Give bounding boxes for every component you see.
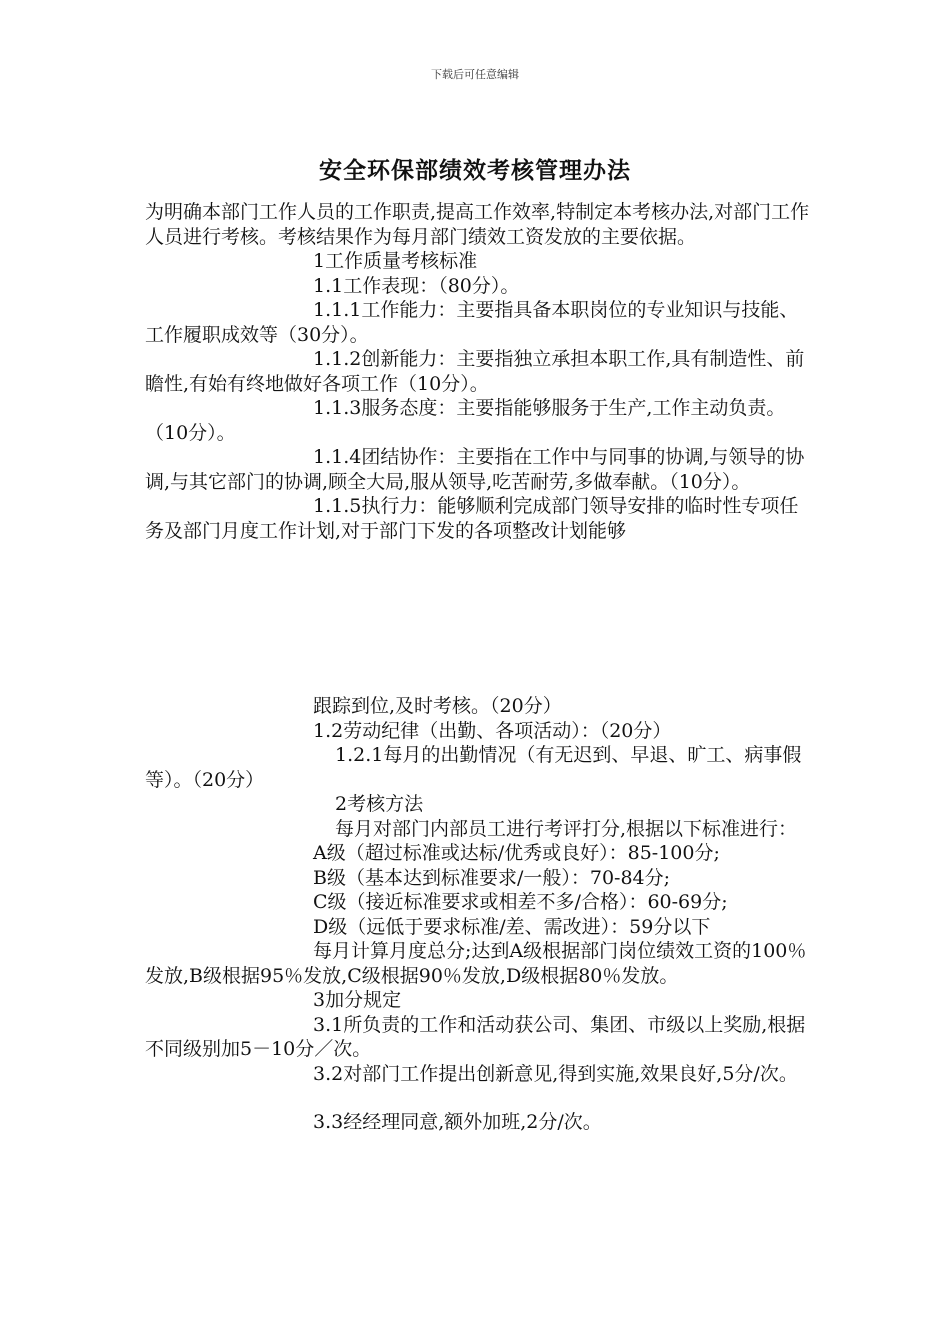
item-1-1-3: 1.1.3服务态度：主要指能够服务于生产,工作主动负责。（10分）。 [145, 397, 786, 444]
header-note: 下载后可任意编辑 [431, 68, 519, 81]
method-intro: 每月对部门内部员工进行考评打分,根据以下标准进行： [335, 817, 798, 840]
document-body-part-2 [145, 694, 810, 1135]
item-1-1-5-continued: 跟踪到位,及时考核。（20分） [313, 695, 562, 717]
document-title: 安全环保部绩效考核管理办法 [319, 158, 631, 184]
item-1-1-4: 1.1.4团结协作：主要指在工作中与同事的协调,与领导的协调,与其它部门的协调,顾全大局,服从领导,吃苦耐劳,多做奉献。（10分）。 [145, 446, 805, 493]
section-heading-2: 2考核方法 [335, 793, 424, 815]
item-1-1: 1.1工作表现：（80分）。 [313, 274, 520, 297]
item-1-1-1: 1.1.1工作能力：主要指具备本职岗位的专业知识与技能、工作履职成效等（30分）。 [145, 299, 799, 346]
item-1-2-1: 1.2.1每月的出勤情况（有无迟到、早退、旷工、病事假等）。（20分） [145, 744, 802, 791]
section-heading-3: 3加分规定 [313, 989, 402, 1011]
section-heading-1: 1工作质量考核标准 [313, 250, 478, 272]
item-1-1-5: 1.1.5执行力：能够顺利完成部门领导安排的临时性专项任务及部门月度工作计划,对于部门下发的各项整改计划能够 [145, 495, 799, 542]
item-3-3: 3.3经经理同意,额外加班,2分/次。 [313, 1111, 602, 1133]
item-3-1: 3.1所负责的工作和活动获公司、集团、市级以上奖励,根据不同级别加5－10分／次。 [145, 1013, 806, 1060]
item-3-2: 3.2对部门工作提出创新意见,得到实施,效果良好,5分/次。 [313, 1062, 798, 1085]
item-1-2: 1.2劳动纪律（出勤、各项活动）：（20分） [313, 719, 672, 742]
monthly-rule: 每月计算月度总分;达到A级根据部门岗位绩效工资的100％发放,B级根据95％发放,C级根据90％发放,D级根据80％发放。 [145, 940, 807, 987]
grade-d: D级（远低于要求标准/差、需改进）：59分以下 [313, 915, 711, 938]
document-body-part-1 [145, 200, 810, 543]
grade-a: A级（超过标准或达标/优秀或良好）：85-100分; [313, 842, 720, 864]
paragraph-gap [145, 1086, 810, 1110]
intro-paragraph: 为明确本部门工作人员的工作职责,提高工作效率,特制定本考核办法,对部门工作人员进行考核。考核结果作为每月部门绩效工资发放的主要依据。 [145, 201, 810, 248]
item-1-1-2: 1.1.2创新能力：主要指独立承担本职工作,具有制造性、前瞻性,有始有终地做好各项工作（10分）。 [145, 348, 805, 395]
grade-b: B级（基本达到标准要求/一般）：70-84分; [313, 866, 671, 889]
grade-c: C级（接近标准要求或相差不多/合格）：60-69分; [313, 891, 728, 913]
